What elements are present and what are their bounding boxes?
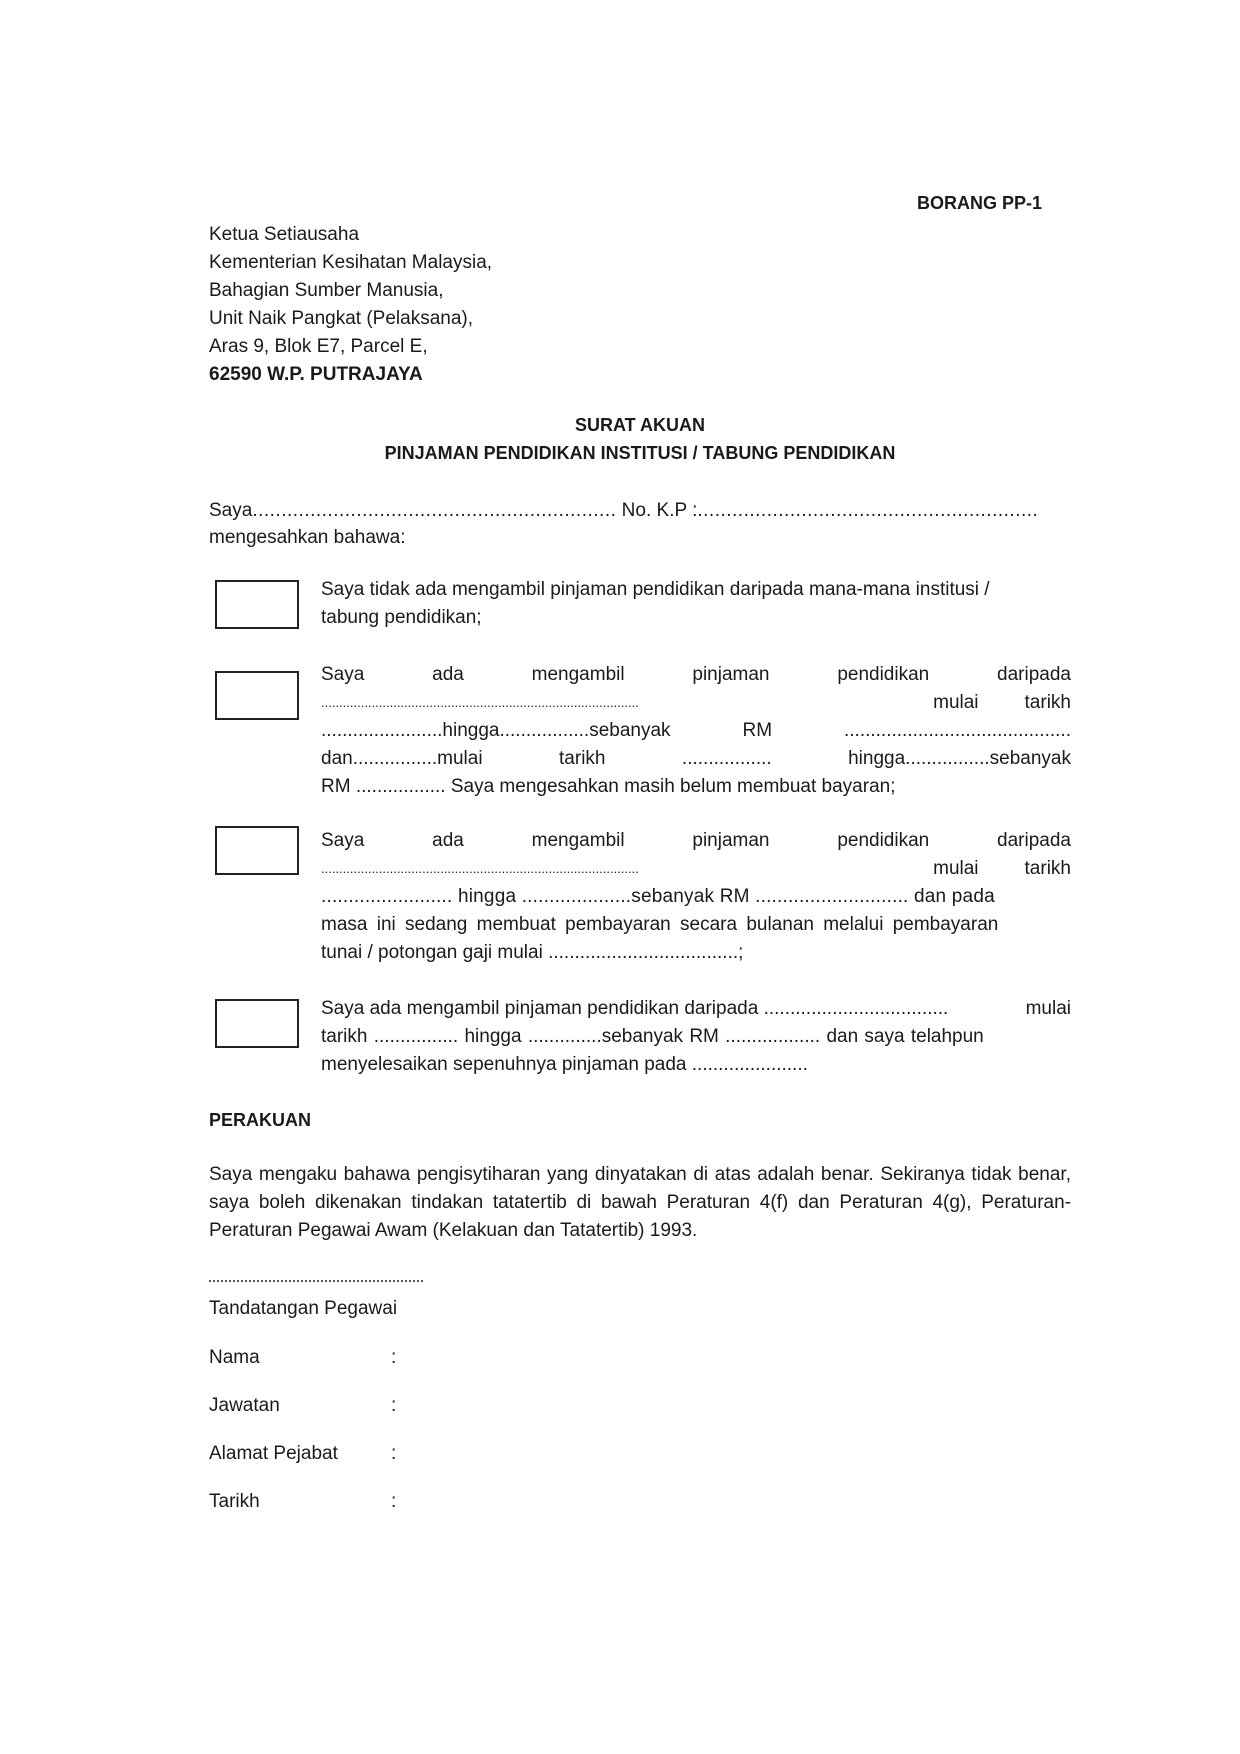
- field-label-jawatan: Jawatan: [209, 1395, 280, 1416]
- address-line: Unit Naik Pangkat (Pelaksana),: [209, 308, 474, 329]
- field-colon: :: [391, 1491, 397, 1512]
- address-line: Aras 9, Blok E7, Parcel E,: [209, 336, 428, 357]
- word: tarikh: [1024, 692, 1071, 713]
- word: mulai: [933, 858, 979, 879]
- ic-label: No. K.P :: [621, 500, 698, 521]
- option-text-line: ........................ hingga ....................sebanyak RM ............................ dan pada: [321, 886, 995, 907]
- option-2-text: [321, 661, 1071, 801]
- lender-field[interactable]: ........................................................................................: [321, 861, 639, 876]
- field-label-tarikh: Tarikh: [209, 1491, 260, 1512]
- option-text-line: [321, 827, 1071, 855]
- address-line: Kementerian Kesihatan Malaysia,: [209, 252, 493, 273]
- lender-field[interactable]: ........................................................................................: [321, 695, 639, 710]
- field-label-alamat-pejabat: Alamat Pejabat: [209, 1443, 338, 1464]
- word: hingga................sebanyak: [848, 748, 1071, 769]
- confirm-text: mengesahkan bahawa:: [209, 527, 406, 548]
- option-text-line: masa ini sedang membuat pembayaran secara bulanan melalui pembayaran: [321, 914, 999, 935]
- word: daripada: [997, 664, 1071, 685]
- option-1-checkbox[interactable]: [215, 580, 299, 629]
- option-text-line: tarikh ................ hingga ..............sebanyak RM .................. dan saya telahpun: [321, 1026, 984, 1047]
- option-2-checkbox[interactable]: [215, 671, 299, 720]
- option-text-line: tabung pendidikan;: [321, 607, 482, 628]
- option-text-line: [321, 745, 1071, 773]
- signature-label: Tandatangan Pegawai: [209, 1298, 398, 1319]
- field-colon: :: [391, 1395, 397, 1416]
- word: Saya ada mengambil pinjaman pendidikan daripada ...................................: [321, 998, 949, 1019]
- name-field[interactable]: ...............................................................: [252, 500, 617, 521]
- word: pinjaman: [692, 664, 770, 685]
- recipient-address: [209, 221, 492, 389]
- option-text-line: [321, 661, 1071, 689]
- word: ada: [432, 830, 464, 851]
- field-colon: :: [391, 1347, 397, 1368]
- address-line: Bahagian Sumber Manusia,: [209, 280, 444, 301]
- declarant-line: [209, 497, 1038, 525]
- option-3-text: [321, 827, 1071, 967]
- date-field[interactable]: .................: [681, 748, 772, 769]
- option-4-checkbox[interactable]: [215, 999, 299, 1048]
- option-text-line: tunai / potongan gaji mulai ....................................;: [321, 942, 744, 963]
- word: daripada: [997, 830, 1071, 851]
- word: Saya: [321, 664, 365, 685]
- option-1-text: [321, 576, 1071, 632]
- date-range-field[interactable]: .......................hingga.................sebanyak: [321, 720, 671, 741]
- address-line: Ketua Setiausaha: [209, 224, 360, 245]
- form-code: BORANG PP-1: [916, 193, 1042, 213]
- option-text-line: RM ................. Saya mengesahkan masih belum membuat bayaran;: [321, 776, 896, 797]
- option-4-text: [321, 995, 1071, 1079]
- word: pinjaman: [692, 830, 770, 851]
- field-label-nama: Nama: [209, 1347, 260, 1368]
- word: RM: [742, 720, 773, 741]
- word: tarikh: [1024, 858, 1071, 879]
- option-text-line: [321, 855, 1071, 883]
- option-3-checkbox[interactable]: [215, 826, 299, 875]
- name-label: Saya: [209, 500, 253, 521]
- ic-field[interactable]: ...........................................................: [697, 500, 1039, 521]
- word: pendidikan: [837, 664, 930, 685]
- option-text-line: [321, 689, 1071, 717]
- signature-field[interactable]: [209, 1276, 423, 1282]
- word: mengambil: [531, 664, 625, 685]
- perakuan-text: Saya mengaku bahawa pengisytiharan yang dinyatakan di atas adalah benar. Sekiranya tidak benar, saya boleh dikenakan tindakan tatatertib di bawah Peraturan 4(f) dan Peraturan 4(g), Peraturan-Peraturan Pegawai Awam (Kelakuan dan Tatatertib) 1993.: [209, 1164, 1071, 1241]
- option-text-line: [321, 995, 1071, 1023]
- perakuan-heading: PERAKUAN: [209, 1110, 312, 1130]
- word: mulai: [1025, 998, 1071, 1019]
- word: pendidikan: [837, 830, 930, 851]
- option-text-line: Saya tidak ada mengambil pinjaman pendidikan daripada mana-mana institusi /: [321, 579, 990, 600]
- word: mengambil: [531, 830, 625, 851]
- word: mulai: [933, 692, 979, 713]
- option-text-line: [321, 717, 1071, 745]
- word: Saya: [321, 830, 365, 851]
- amount-field[interactable]: ...........................................: [843, 720, 1071, 741]
- option-text-line: menyelesaikan sepenuhnya pinjaman pada ......................: [321, 1054, 808, 1075]
- word: dan................mulai: [321, 748, 483, 769]
- word: tarikh: [559, 748, 606, 769]
- field-colon: :: [391, 1443, 397, 1464]
- address-postcode: 62590 W.P. PUTRAJAYA: [209, 364, 423, 385]
- document-subtitle: PINJAMAN PENDIDIKAN INSTITUSI / TABUNG PENDIDIKAN: [384, 443, 896, 463]
- word: ada: [432, 664, 464, 685]
- document-title: SURAT AKUAN: [575, 415, 705, 435]
